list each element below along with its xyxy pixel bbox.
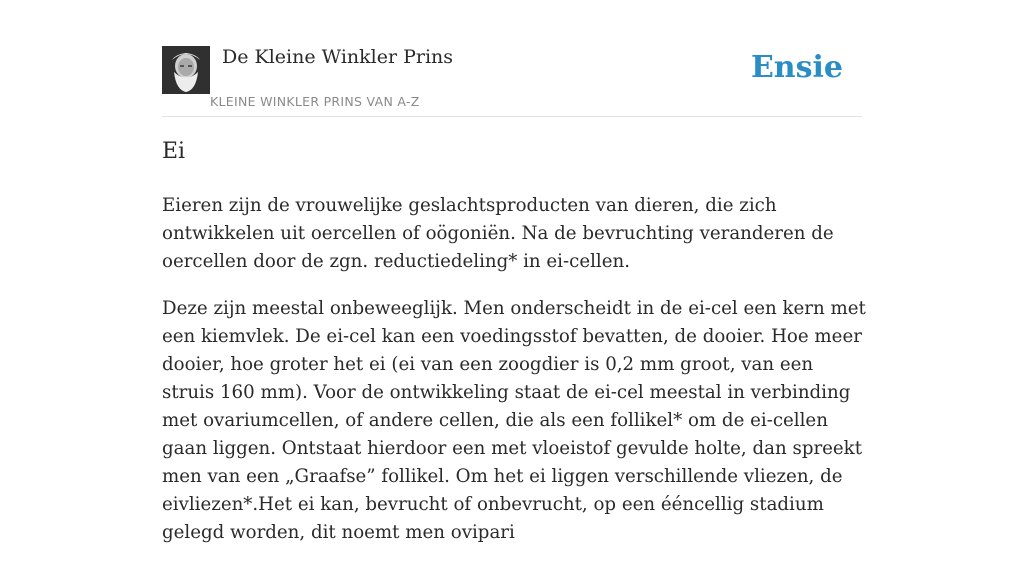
source-label[interactable]: KLEINE WINKLER PRINS VAN A-Z (210, 94, 420, 109)
brand-logo[interactable]: Ensie (750, 50, 843, 85)
page-title: Ei (162, 139, 186, 164)
paragraph: Eieren zijn de vrouwelijke geslachtsproducten van dieren, die zich ontwikkelen uit oercellen of oögoniën. Na de bevruchting veranderen de oercellen door de zgn. reductiedeling* in ei-cellen. (162, 195, 834, 272)
article-header (162, 46, 862, 117)
article-body (162, 192, 866, 566)
bearded-man-portrait-icon[interactable] (162, 46, 210, 94)
paragraph: Deze zijn meestal onbeweeglijk. Men onderscheidt in de ei-cel een kern met een kiemvlek. De ei-cel kan een voedingsstof bevatten, de dooier. Hoe meer dooier, hoe groter het ei (ei van een zoogdier is 0,2 mm groot, van een struis 160 mm). Voor de ontwikkeling staat de ei-cel meestal in verbinding met ovariumcellen, of andere cellen, die als een follikel* om de ei-cellen gaan liggen. Ontstaat hierdoor een met vloeistof gevulde holte, dan spreekt men van een „Graafse” follikel. Om het ei liggen verschillende vliezen, de eivliezen*.Het ei kan, bevrucht of onbevrucht, op een ééncellig stadium gelegd worden, dit noemt men ovipari (162, 298, 866, 543)
author-name[interactable]: De Kleine Winkler Prins (222, 46, 454, 68)
